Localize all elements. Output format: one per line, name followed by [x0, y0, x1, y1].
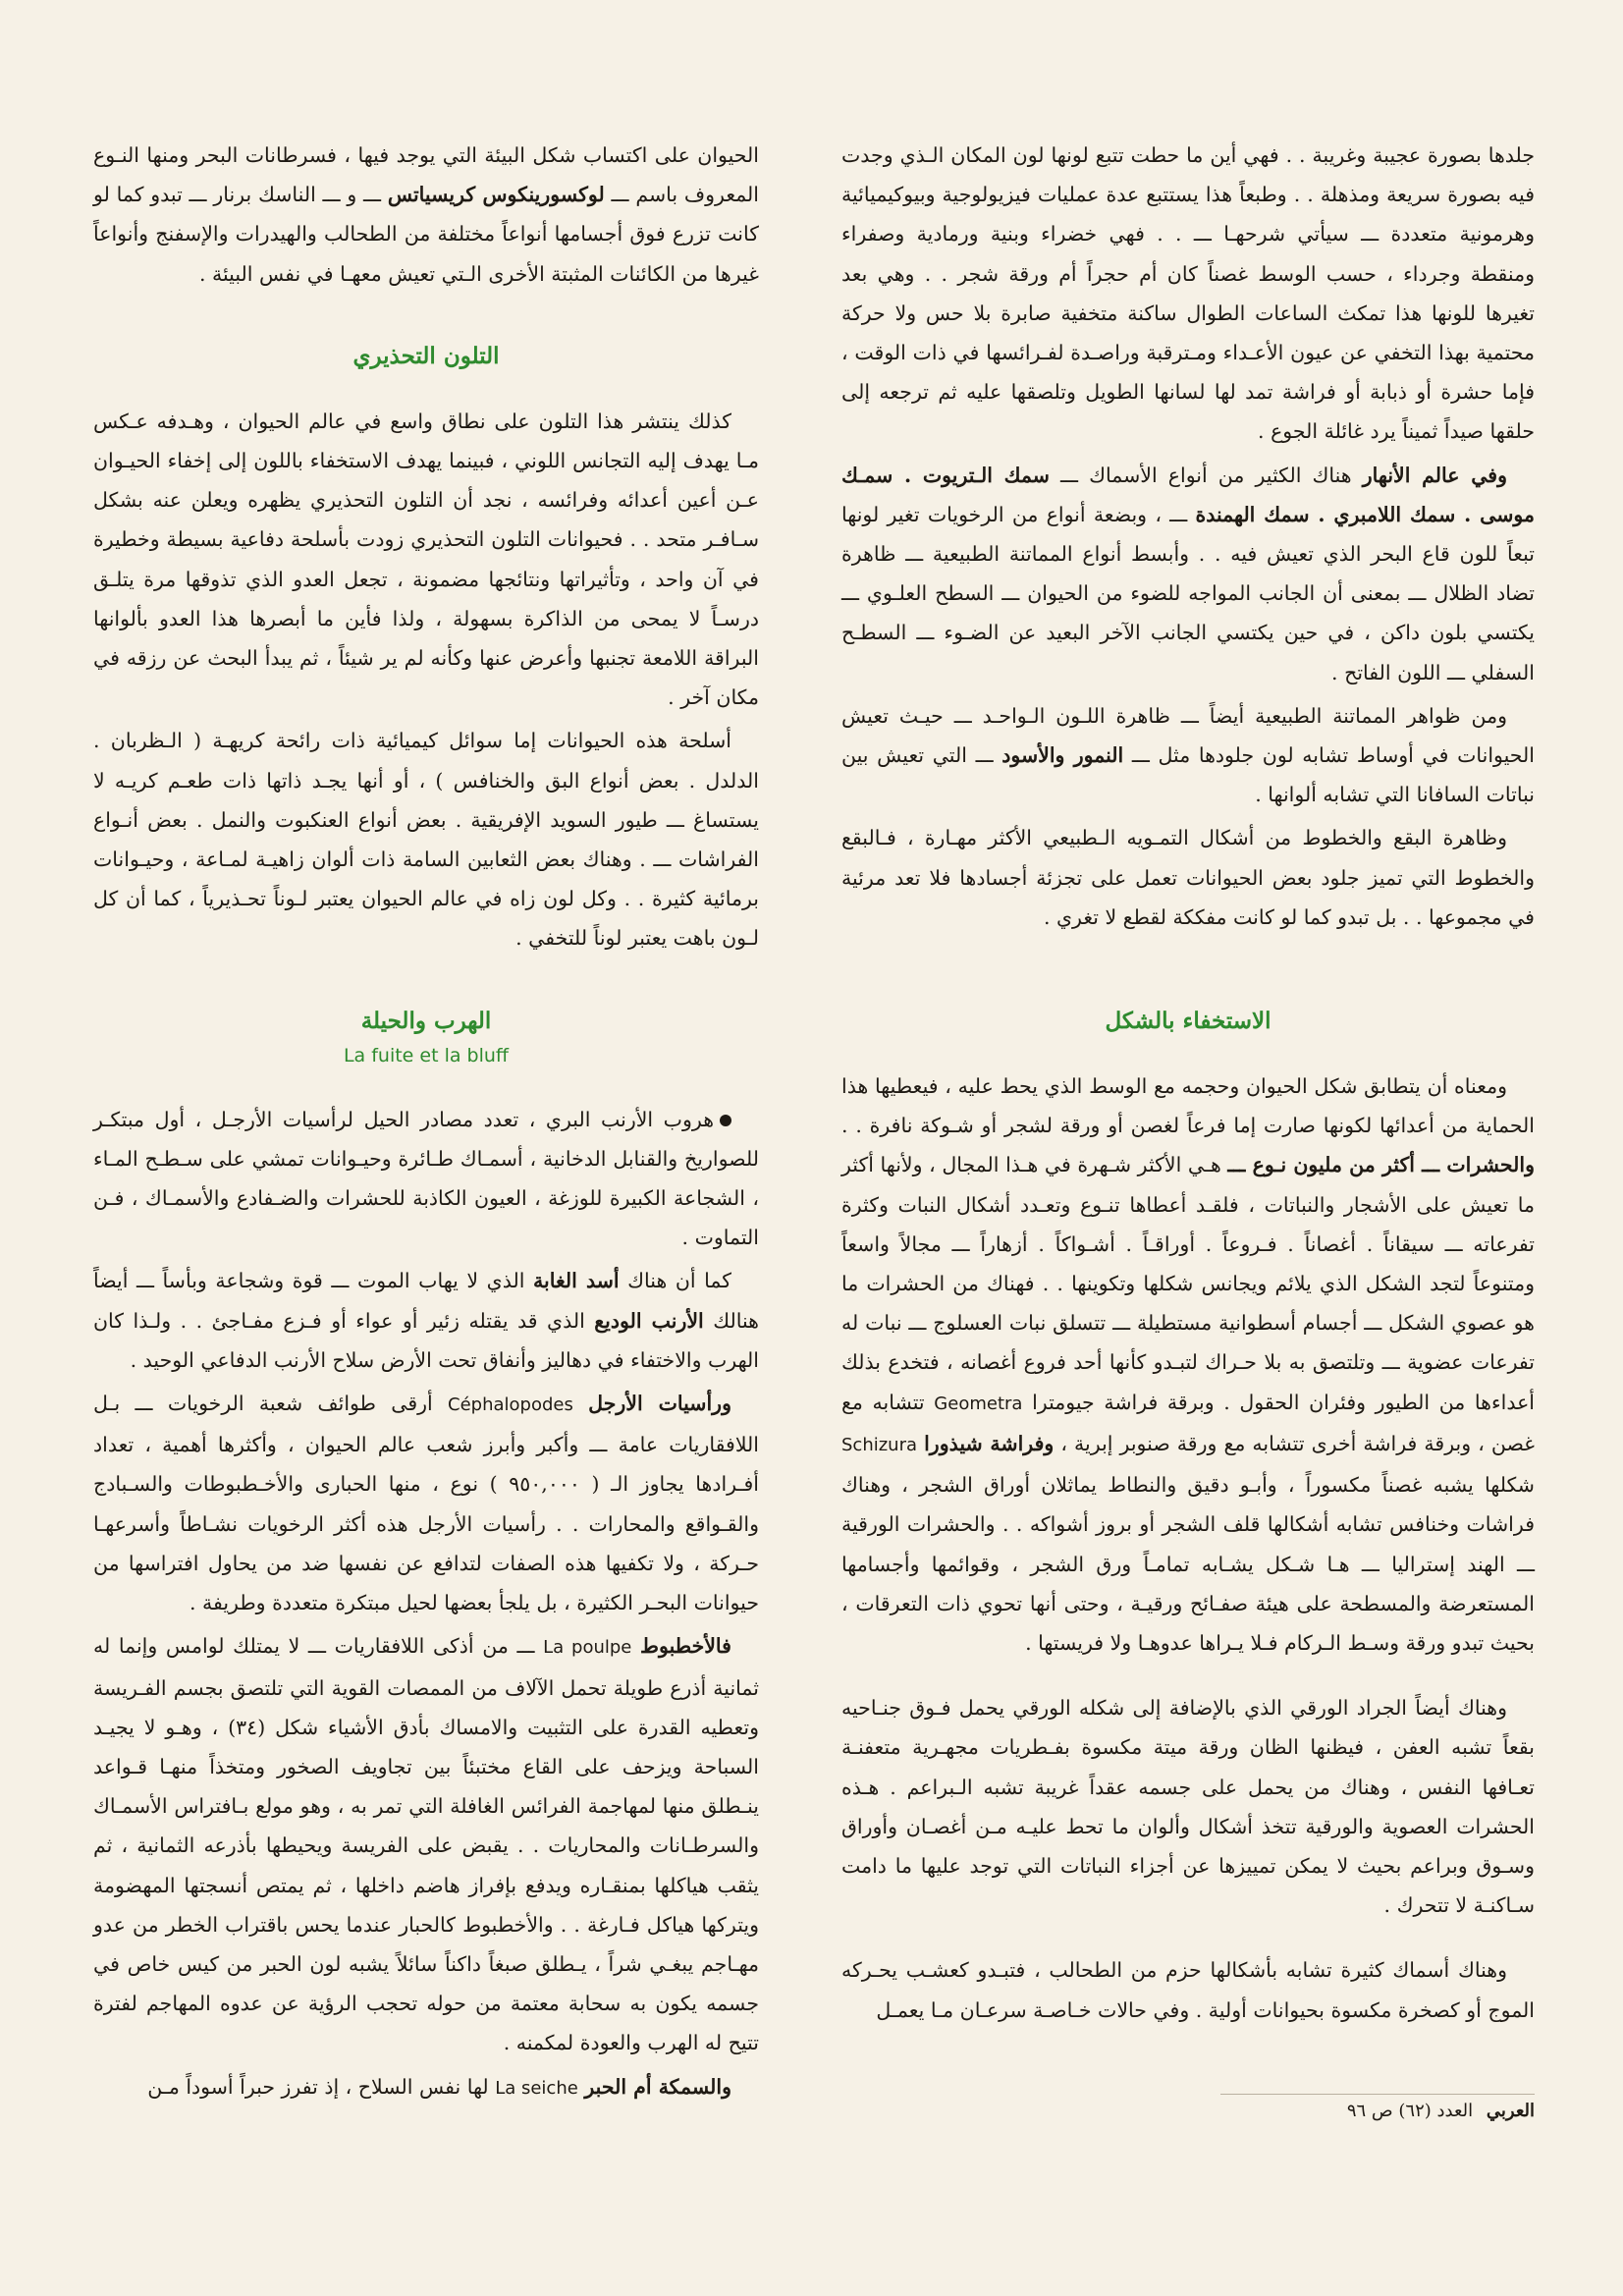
bold-term: لوكسورينكوس كريسياتس	[387, 183, 605, 207]
bold-term: والسمكة أم الحبر	[584, 2074, 731, 2099]
spacer	[841, 1929, 1535, 1950]
spacer	[841, 941, 1535, 984]
text-run: لها نفس السلاح ، إذ تفرز حبراً أسوداً مـن	[147, 2074, 489, 2099]
latin-term: La seiche	[495, 2077, 578, 2099]
paragraph	[93, 2067, 759, 2108]
magazine-name: العربي	[1486, 2101, 1535, 2121]
bold-term: الأرنب الوديع	[594, 1308, 704, 1333]
bold-term: ورأسيات الأرجل	[588, 1392, 731, 1416]
paragraph-rivers	[841, 456, 1535, 692]
spacer	[841, 1045, 1535, 1066]
bold-term: أسد الغابة	[533, 1269, 620, 1293]
fish-names: سمك الـتريوت . سمـك موسى . سمك اللامبري . سمك الهمندة	[841, 463, 1535, 526]
left-column	[93, 136, 759, 2112]
paragraph: وهناك أيضاً الجراد الورقي الذي بالإضافة إلى شكله الورقي يحمل فـوق جنـاحيه بقعاً تشبه العفن ، فيظنها الظان ورقة ميتة مكسوة بفـطريات مجهـرية متعفنـة تعـافها النفس ، وهناك من يحمل على جسمه عقداً غريبة تشبه الـبراعم . هـذه الحشرات العصوية والورقية تتخذ أشكال وألوان ما تحط عليـه مـن أغصـان وأوراق وسـوق وبراعم بحيث لا يمكن تمييزها عن أجزاء النباتات التي توجد عليها ما دامت سـاكنـة لا تتحرك .	[841, 1696, 1535, 1918]
spacer	[93, 380, 759, 402]
text-run: ومعناه أن يتطابق شكل الحيوان وحجمه مع الوسط الذي يحط عليه ، فيعطيها هذا الحماية من أعدائها لكونها صارت إما فرعاً لغصن أو ورقة لشجر أو شـوكة نافرة . .	[841, 1074, 1535, 1138]
paragraph: أسلحة هذه الحيوانات إما سوائل كيميائية ذات رائحة كريهـة ( الـظربان . الدلدل . بعض أنواع البق والخنافس ) ، أو أنها يجـد ذاتها ذات طعـم كريـه لا يستساغ ـــ طيور السويد الإفريقية . بعض أنواع العنكبوت والنمل . بعض أنـواع الفراشات ـــ . وهناك بعض الثعابين السامة ذات ألوان زاهيـة لمـاعة ، وحيـوانات برمائية كثيرة . . وكل لون زاه في عالم الحيوان يعتبر لـوناً تحـذيرياً ، كما أن كل لـون باهت يعتبر لوناً للتخفي .	[93, 729, 759, 951]
text-run: الحيوان على اكتساب شكل البيئة التي يوجد فيها ، فسرطانات البحر ومنها النـوع المعروف باسم ـــ	[93, 143, 759, 207]
paragraph	[93, 1626, 759, 2062]
text-run: شكلها يشبه غصناً مكسوراً ، وأبـو دقيق والنطاط يماثلان أوراق الشجر ، وهناك فراشات وخنافس تشابه أشكالها قلف الشجر أو بروز أشواكه . . والحشرات الورقية ـــ الهند إستراليا ـــ هـا شـكل يشـابه تمامـاً ورق الشجر ، وقوائمها وأجسامها المستعرضة والمسطحة على هيئة صفـائح ورقيـة ، وحتى أنها تحوي ذات التعرقات ، بحيث تبدو ورقة وسـط الـركام فـلا يـراها عدوهـا ولا فريستها .	[841, 1473, 1535, 1655]
paragraph: وهناك أسماك كثيرة تشابه بأشكالها حزم من الطحالب ، فتبـدو كعشـب يحـركه الموج أو كصخرة مكسوة بحيوانات أولية . وفي حالات خـاصـة سرعـان مـا يعمـل	[841, 1958, 1535, 2022]
paragraph-bullet	[93, 1100, 759, 1258]
text-run: هـي الأكثر شـهرة في هـذا المجال ، ولأنها أكثر ما تعيش على الأشجار والنباتات ، فلقـد أعطاها تنـوع وتعـدد أشكال النبات وكثرة تفرعاته ـــ سيقاناً . أغصاناً . فـروعاً . أوراقـاً . أشـواكاً . أزهاراً ـــ مجالاً واسعاً ومتنوعاً لتجد الشكل الذي يلائم ويجانس شكلها وتكوينها . . فهناك من الحشرات ما هو عصوي الشكل ـــ أجسام أسطوانية مستطيلة ـــ تتسلق نبات العسلوج ـــ نبات له تفرعات عضوية ـــ وتلتصق به بلا حـراك لتبـدو كأنها أحد فروع أغصانه ، فتخدع بذلك أعداءها من الطيور وفئران الحقول . وبرقة فراشة جيومترا	[841, 1153, 1536, 1414]
text-run: ـــ التي تعيش بين نباتات السافانا التي تشابه ألوانها .	[841, 743, 1535, 807]
text-run: الذي لا يهاب الموت ـــ قوة وشجاعة وبأساً ـــ أيضاً هنالك	[93, 1269, 759, 1333]
paragraph	[93, 136, 759, 294]
lead-phrase: وفي عالم الأنهار	[1362, 463, 1507, 487]
right-column	[841, 136, 1535, 2034]
bold-term: وفراشة شيذورا	[924, 1431, 1055, 1455]
text-run: أرقى طوائف شعبة الرخويات ـــ بـل اللافقاريات عامة ـــ وأكبر وأبرز شعب عالم الحيوان ، وأكثرها أهمية ، تعداد أفـرادها يجاوز الـ ( ٩٥٠,٠٠٠ ) نوع ، منها الحبارى والأخـطبوطات والسـبادج والقـواقع والمحارات . . رأسيات الأرجل هذه أكثر الرخويات نشـاطاً وأسرعهـا حـركة ، ولا تكفيها هذه الصفات لتدافع عن نفسها ضد من يحاول افتراسها من حيوانات البحـر الكثيرة ، بل يلجأ بعضها لحيل مبتكرة متعددة وطريفة .	[93, 1392, 759, 1615]
text-run: تتشابه مع غصن ، وبرقة فراشة أخرى تتشابه مع ورقة صنوبر إبرية ،	[841, 1390, 1535, 1455]
paragraph-shape-camouflage	[841, 1066, 1535, 1663]
latin-term: La poulpe	[543, 1637, 632, 1659]
paragraph: كذلك ينتشر هذا التلون على نطاق واسع في عالم الحيوان ، وهـدفه عـكس مـا يهدف إليه التجانس اللوني ، فبينما يهدف الاستخفاء باللون إلى إخفاء الحيـوان عـن أعين أعدائه وفرائسه ، نجد أن التلون التحذيري يظهره ويعلن عنه بشكل سـافـر متحد . . فحيوانات التلون التحذيري زودت بأسلحة دفاعية بسيطة وخطيرة في آن واحد ، وتأثيراتها ونتائجها مضمونة ، تجعل العدو الذي تذوقها مرة يتلـق درسـاً لا يمحى من الذاكرة بسهولة ، ولذا فأين ما أبصرها هذا العدو بألوانها البراقة اللامعة تجنبها وأعرض عنها وكأنه لم ير شيئاً ، ثم يبدأ البحث عن رزقه في مكان آخر .	[93, 409, 759, 710]
bold-term: والحشرات ـــ أكثر من مليون نـوع ـــ	[1227, 1153, 1535, 1177]
page-footer	[1220, 2094, 1535, 2121]
latin-term: Céphalopodes	[448, 1394, 573, 1416]
spacer	[93, 298, 759, 319]
text-run: ومن ظواهر المماتنة الطبيعية أيضاً ـــ ظاهرة اللـون الـواحـد ـــ حيـث تعيش الحيوانات في أوساط تشابه لون جلودها مثل ـــ	[841, 703, 1535, 768]
text-run: ـــ من أذكى اللافقاريات ـــ لا يمتلك لوامس وإنما له ثمانية أذرع طويلة تحمل الآلاف من الممصات القوية التي تلتصق بجسم الفـريسة وتعطيه القدرة على التثبيت والامساك بأدق الأشياء شكل (٣٤) ، وهـو لا يجيـد السباحة ويزحف على القاع مختبئاً بين تجاويف الصخور ومتخذاً منهـا قـواعد ينـطلق منها لمهاجمة الفرائس الغافلة التي تمر به ، وهو مولع بـافتراس الأسمـاك والسرطـانات والمحاريات . . يقبض على الفريسة ويحيطها بأذرعه الثمانية ، ثم يثقب هياكلها بمنقـاره ويدفع بإفراز هاضم داخلها ، ثم يمتص أنسجتها المهضومة ويتركها هياكل فـارغة . . والأخطبوط كالحبار عندما يحس باقتراب الخطر من عدو مهـاجم يبغـي شراً ، يـطلق صبغاً داكناً سائلاً يشبه لون الحبر من كيس خاص في جسمه يكون به سحابة معتمة من حوله تحجب الرؤية عن عدوه المهاجم لفترة تتيح له الهرب والعودة لمكمنه .	[93, 1634, 759, 2055]
latin-term: Schizura	[841, 1434, 918, 1455]
section-subtitle: La fuite et la bluff	[343, 1044, 510, 1066]
text-run: هروب الأرنب البري ، تعدد مصادر الحيل لرأسيات الأرجـل ، أول مبتكـر للصواريخ والقنابل الدخانية ، أسمـاك طـائرة وحيـوانات تمشي على سـطـح المـاء ، الشجاعة الكبيرة للوزغة ، العيون الكاذبة للحشرات والضـفادع والأسمـاك ، فـن التماوت .	[93, 1107, 759, 1250]
text-run: كما أن هناك	[627, 1269, 731, 1293]
text-run: ـــ ، وبضعة أنواع من الرخويات تغير لونها تبعاً للون قاع البحر الذي تعيش فيه . . وأبسط أنواع المماتنة الطبيعية ـــ ظاهرة تضاد الظلال ـــ بمعنى أن الجانب المواجه للضوء من الحيوان ـــ السطح العلـوي ـــ يكتسي بلون داكن ، في حين يكتسي الجانب الآخر البعيد عن الضـوء ـــ السطـح السفلي ـــ اللون الفاتح .	[841, 502, 1535, 684]
text-run: الذي قد يقتله زئير أو عواء أو فـزع مفـاجئ . . ولـذا كان الهرب والاختفاء في دهاليز وأنفاق تحت الأرض سلاح الأرنب الدفاعي الوحيد .	[93, 1308, 759, 1372]
paragraph-single-color	[841, 696, 1535, 815]
text-run: ـــ و ـــ الناسك برنار ـــ تبدو كما لو كانت تزرع فوق أجسامها أنواعاً مختلفة من الطحالب والهيدرات والإسفنج وأنواعاً غيرها من الكائنات المثبتة الأخرى الـتي تعيش معهـا في نفس البيئة .	[93, 183, 759, 286]
section-title: التلون التحذيري	[352, 342, 500, 369]
bullet-icon	[720, 1115, 731, 1126]
bold-term: النمور والأسود	[1001, 743, 1124, 768]
spacer	[93, 962, 759, 984]
paragraph	[93, 1261, 759, 1380]
text-run: هناك الكثير من أنواع الأسماك ـــ	[1060, 463, 1352, 487]
latin-term: Geometra	[934, 1393, 1023, 1414]
paragraph: وظاهرة البقع والخطوط من أشكال التمـويه الـطبيعي الأكثر مهـارة ، فـالبقع والخطوط التي تميز جلود بعض الحيوانات تعمل على تجزئة أجسادها فلا تعد مرئية في مجموعها . . بل تبدو كما لو كانت مفككة لقطع لا تغري .	[841, 826, 1535, 929]
bold-term: فالأخطبوط	[640, 1634, 731, 1659]
spacer	[841, 1667, 1535, 1688]
paragraph	[93, 1384, 759, 1622]
paragraph: جلدها بصورة عجيبة وغريبة . . فهي أين ما حطت تتبع لونها لون المكان الـذي وجدت فيه بصورة سريعة ومذهلة . . وطبعاً هذا يستتبع عدة عمليات فيزيولوجية وبيوكيميائية وهرمونية متعددة ـــ سيأتي شرحهـا ـــ . . فهي خضراء وبنية ورمادية وصفراء ومنقطة وجرداء ، حسب الوسط غصناً كان أم حجراً أم ورقة شجر . . وهي بعد تغيرها للونها هذا تمكث الساعات الطوال ساكنة متخفية صابرة بلا حس ولا حركة محتمية بهذا التخفي عن عيون الأعـداء ومـترقبة وراصـدة لفـرائسها في ذات الوقت ، فإما حشرة أو ذبابة أو فراشة تمد لها لسانها الطويل وتلصقها عليه ثم ترجعه إلى حلقها صيداً ثميناً يرد غائلة الجوع .	[841, 143, 1535, 444]
section-title: الهرب والحيلة	[360, 1007, 492, 1034]
issue-page-number: العدد (٦٢) ص ٩٦	[1346, 2101, 1474, 2121]
section-title: الاستخفاء بالشكل	[1105, 1008, 1271, 1035]
